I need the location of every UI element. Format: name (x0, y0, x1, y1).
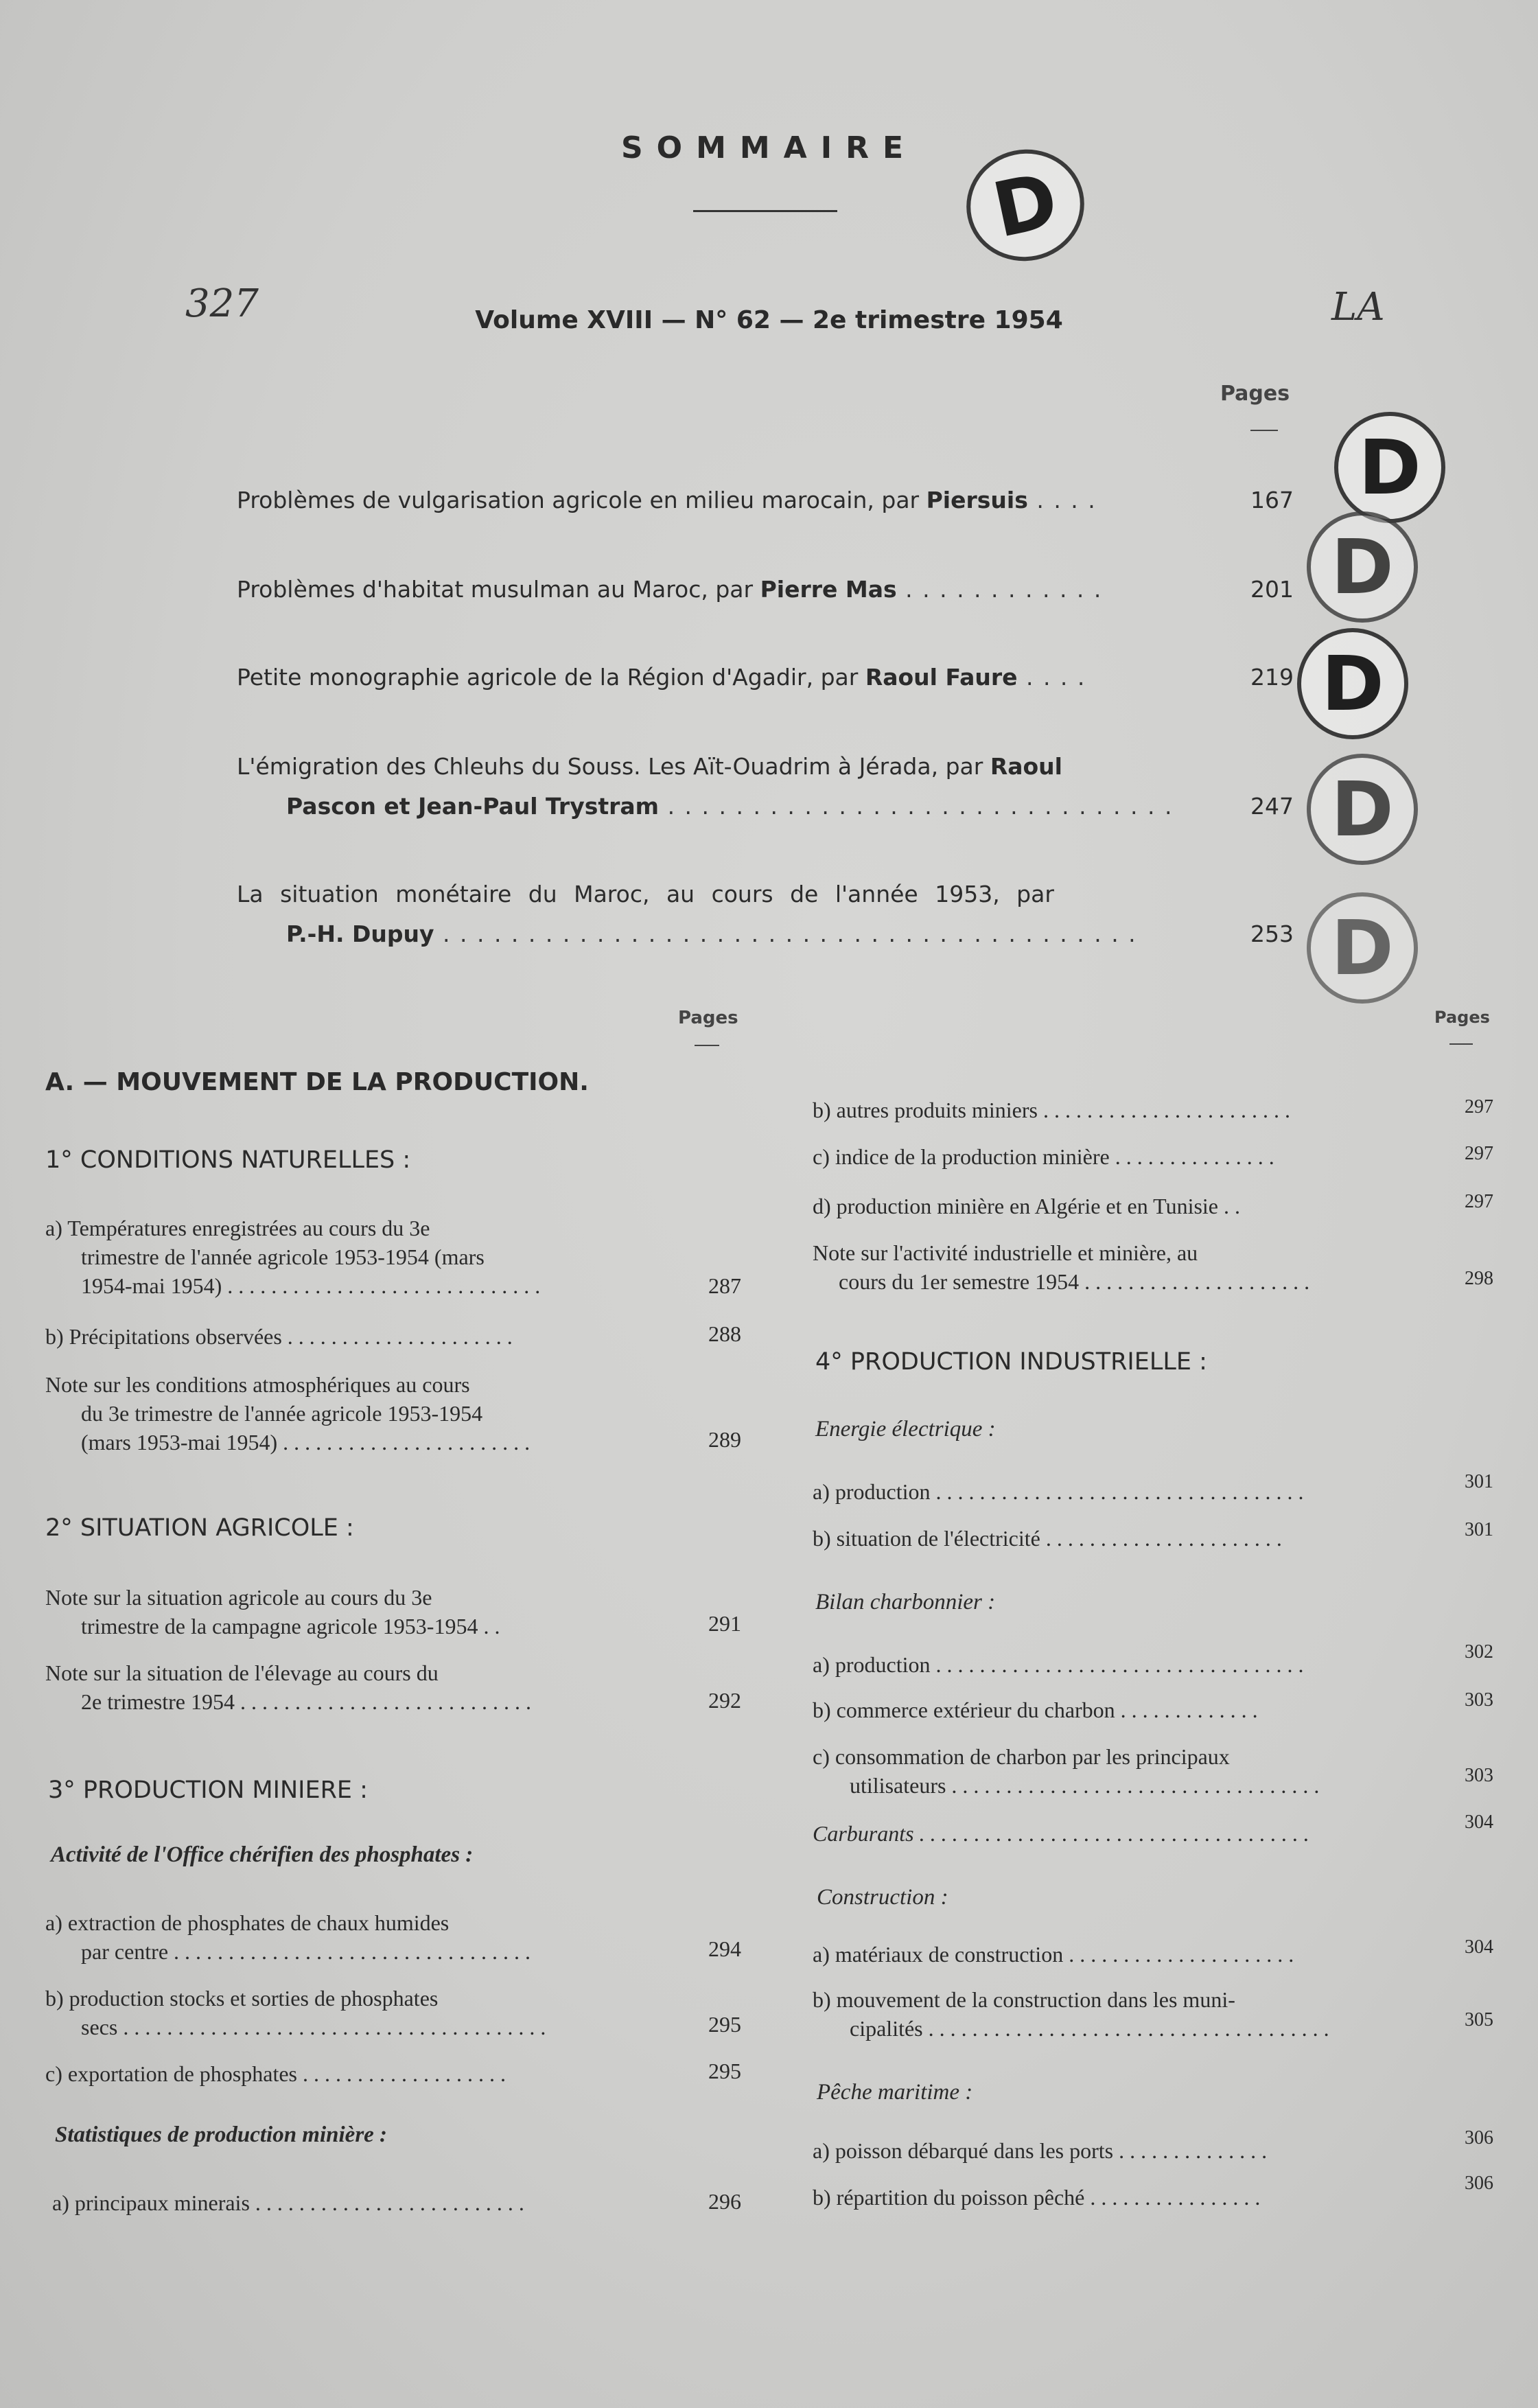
heading-situation-agricole: 2° SITUATION AGRICOLE : (45, 1514, 354, 1542)
volume-line: Volume XVIII — N° 62 — 2e trimestre 1954 (475, 306, 1063, 334)
category-bilan-charbonnier: Bilan charbonnier : (815, 1590, 996, 1614)
toc-entry-situation-electricite[interactable]: b) situation de l'électricité . . . . . . . . . . . . . . . . . . . . . . (813, 1526, 1282, 1551)
toc-entry-extraction-phosphates[interactable]: a) extraction de phosphates de chaux humides par centre . . . . . . . . . . . . . . . . . . . . . . . . . . . . . . . . . (45, 1910, 531, 1964)
toc-entry-note-situation-agricole[interactable]: Note sur la situation agricole au cours du 3e trimestre de la campagne agricole 1953-1954 . . (45, 1585, 500, 1639)
stamp-d-1: D (1334, 412, 1445, 523)
stamp-d-2: D (1307, 511, 1418, 623)
stamp-d-header: D (956, 139, 1095, 272)
toc-entry-autres-produits[interactable]: b) autres produits miniers . . . . . . . . . . . . . . . . . . . . . . . (813, 1098, 1290, 1122)
page-287: 287 (708, 1273, 741, 1298)
title-divider (693, 210, 837, 212)
article-4[interactable]: L'émigration des Chleuhs du Souss. Les Aït-Ouadrim à Jérada, par Raoul Pascon et Jean-Paul Trystram . . . . . . . . . . . . . . . . . . . . . . . . . . . . . . 247 (237, 753, 1294, 820)
article-5[interactable]: La situation monétaire du Maroc, au cours de l'année 1953, par P.-H. Dupuy . . . . . . . . . . . . . . . . . . . . . . . . . . . . . . . . . . . . . . . . . 253 (237, 881, 1294, 947)
toc-entry-production-stocks[interactable]: b) production stocks et sorties de phosphates secs . . . . . . . . . . . . . . . . . . . . . . . . . . . . . . . . . . . . . . . (45, 1986, 546, 2039)
heading-production-industrielle: 4° PRODUCTION INDUSTRIELLE : (815, 1348, 1207, 1376)
toc-entry-poisson-debarque[interactable]: a) poisson débarqué dans les ports . . . . . . . . . . . . . . (813, 2138, 1268, 2163)
page-305: 305 (1465, 2009, 1493, 2030)
page-303-b: 303 (1465, 1765, 1493, 1786)
article-1[interactable]: Problèmes de vulgarisation agricole en milieu marocain, par Piersuis . . . . 167 (237, 487, 1294, 513)
toc-entry-charbon-production[interactable]: a) production . . . . . . . . . . . . . . . . . . . . . . . . . . . . . . . . . . (813, 1652, 1304, 1677)
category-energie-electrique: Energie électrique : (815, 1417, 996, 1442)
page-303-a: 303 (1465, 1689, 1493, 1711)
toc-entry-energie-production[interactable]: a) production . . . . . . . . . . . . . . . . . . . . . . . . . . . . . . . . . . (813, 1479, 1304, 1504)
page-301-a: 301 (1465, 1471, 1493, 1492)
page-306-b: 306 (1465, 2173, 1493, 2194)
pages-heading-left: Pages (678, 1008, 738, 1028)
toc-entry-mouvement-construction[interactable]: b) mouvement de la construction dans les muni- cipalités . . . . . . . . . . . . . . . . . . . . . . . . . . . . . . . . . . . . . (813, 1987, 1329, 2041)
page-294: 294 (708, 1936, 741, 1961)
toc-entry-materiaux-construction[interactable]: a) matériaux de construction . . . . . . . . . . . . . . . . . . . . . (813, 1942, 1294, 1967)
pages-rule-left (695, 1045, 719, 1046)
toc-entry-indice-production[interactable]: c) indice de la production minière . . . . . . . . . . . . . . . (813, 1144, 1274, 1169)
heading-production-miniere: 3° PRODUCTION MINIERE : (48, 1776, 368, 1804)
toc-entry-note-activite-industrielle[interactable]: Note sur l'activité industrielle et minière, au cours du 1er semestre 1954 . . . . . . . . . . . . . . . . . . . . . (813, 1240, 1310, 1294)
toc-entry-carburants[interactable]: Carburants . . . . . . . . . . . . . . . . . . . . . . . . . . . . . . . . . . . . (813, 1821, 1309, 1846)
page-291: 291 (708, 1611, 741, 1636)
page-title: SOMMAIRE (620, 130, 918, 165)
page-297-a: 297 (1465, 1096, 1493, 1118)
article-3[interactable]: Petite monographie agricole de la Région d'Agadir, par Raoul Faure . . . . 219 (237, 664, 1294, 691)
page-297-b: 297 (1465, 1143, 1493, 1164)
stamp-d-5: D (1307, 892, 1418, 1004)
page-304-a: 304 (1465, 1811, 1493, 1833)
toc-entry-exportation-phosphates[interactable]: c) exportation de phosphates . . . . . . . . . . . . . . . . . . . (45, 2061, 506, 2086)
toc-entry-consommation-charbon[interactable]: c) consommation de charbon par les principaux utilisateurs . . . . . . . . . . . . . . . . . . . . . . . . . . . . . . . . . . (813, 1744, 1320, 1798)
page-302: 302 (1465, 1641, 1493, 1663)
page-304-b: 304 (1465, 1936, 1493, 1958)
category-statistiques-miniere: Statistiques de production minière : (55, 2122, 388, 2147)
pages-heading-right: Pages (1434, 1008, 1490, 1027)
toc-entry-commerce-charbon[interactable]: b) commerce extérieur du charbon . . . . . . . . . . . . . (813, 1698, 1258, 1722)
pages-heading-articles: Pages (1220, 382, 1290, 406)
heading-conditions-naturelles: 1° CONDITIONS NATURELLES : (45, 1146, 411, 1174)
category-office-cherifien: Activité de l'Office chérifien des phosphates : (51, 1842, 474, 1867)
page-289: 289 (708, 1427, 741, 1452)
handwritten-number: 327 (185, 281, 259, 326)
page-288: 288 (708, 1321, 741, 1346)
toc-entry-principaux-minerais[interactable]: a) principaux minerais . . . . . . . . . . . . . . . . . . . . . . . . . (52, 2190, 524, 2215)
article-2[interactable]: Problèmes d'habitat musulman au Maroc, par Pierre Mas . . . . . . . . . . . . 201 (237, 576, 1294, 603)
pages-rule-right (1449, 1043, 1473, 1045)
page-298: 298 (1465, 1268, 1493, 1289)
toc-entry-temperatures[interactable]: a) Températures enregistrées au cours du 3e trimestre de l'année agricole 1953-1954 (mars 1954-mai 1954) . . . . . . . . . . . . . . . . . . . . . . . . . . . . . (45, 1216, 541, 1298)
page-295-b: 295 (708, 2059, 741, 2083)
toc-entry-precipitations[interactable]: b) Précipitations observées . . . . . . . . . . . . . . . . . . . . . (45, 1324, 513, 1349)
page-306-a: 306 (1465, 2127, 1493, 2149)
section-a-heading: A. — MOUVEMENT DE LA PRODUCTION. (45, 1068, 589, 1096)
page-292: 292 (708, 1688, 741, 1713)
page-295-a: 295 (708, 2012, 741, 2037)
category-construction: Construction : (817, 1885, 948, 1910)
stamp-d-3: D (1297, 628, 1408, 739)
toc-entry-repartition-poisson[interactable]: b) répartition du poisson pêché . . . . . . . . . . . . . . . . (813, 2185, 1261, 2210)
pages-rule (1250, 430, 1278, 431)
toc-entry-note-elevage[interactable]: Note sur la situation de l'élevage au cours du 2e trimestre 1954 . . . . . . . . . . . . . . . . . . . . . . . . . . . (45, 1660, 531, 1714)
page-301-b: 301 (1465, 1519, 1493, 1540)
toc-entry-algerie-tunisie[interactable]: d) production minière en Algérie et en Tunisie . . (813, 1194, 1240, 1218)
page-296: 296 (708, 2189, 741, 2214)
page-297-c: 297 (1465, 1191, 1493, 1212)
toc-entry-note-atmospheriques[interactable]: Note sur les conditions atmosphériques au cours du 3e trimestre de l'année agricole 1953-1954 (mars 1953-mai 1954) . . . . . . . . . . . . . . . . . . . . . . . (45, 1372, 531, 1455)
stamp-d-4: D (1307, 754, 1418, 865)
category-peche-maritime: Pêche maritime : (817, 2080, 973, 2105)
handwritten-initials: LA (1331, 285, 1385, 329)
